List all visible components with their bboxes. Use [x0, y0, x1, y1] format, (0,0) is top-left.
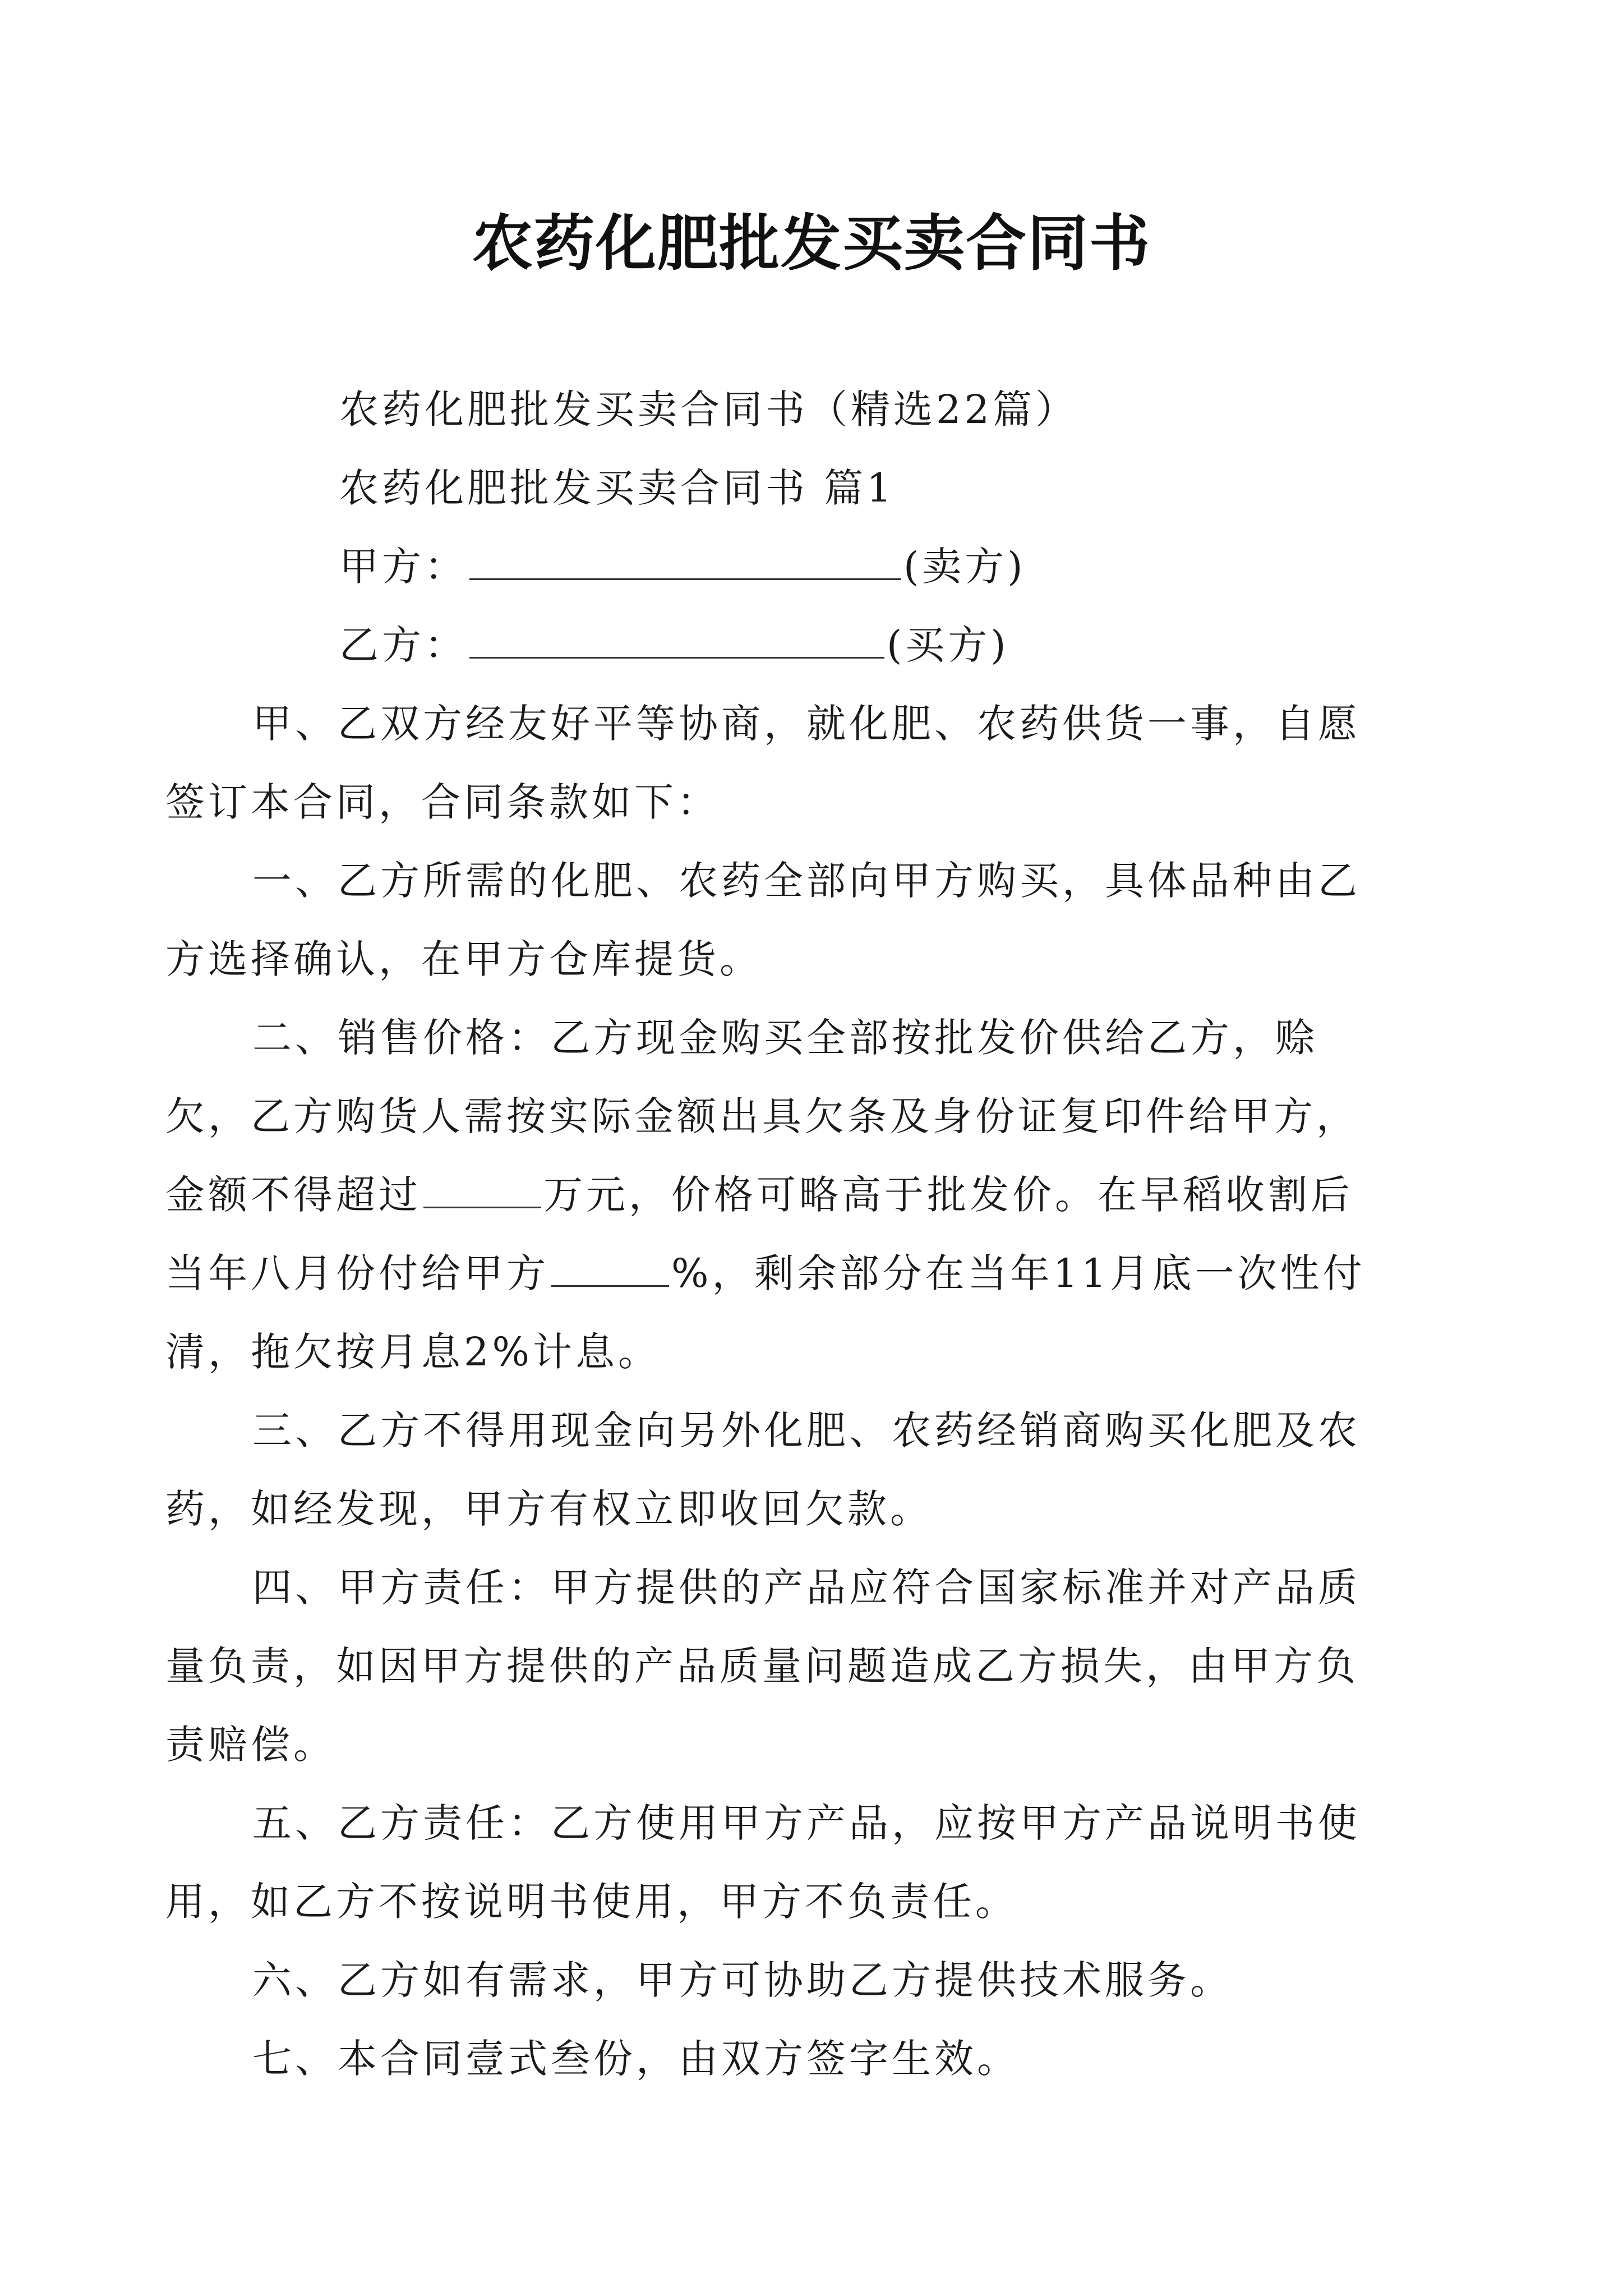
amount-blank-field[interactable]: [423, 1175, 541, 1208]
document-title: 农药化肥批发买卖合同书: [472, 209, 1151, 279]
party-b-blank-field[interactable]: [469, 625, 884, 659]
party-b-role: (买方): [887, 622, 1009, 668]
section-heading: 农药化肥批发买卖合同书 篇1: [339, 465, 895, 511]
clause-4: 四、甲方责任：甲方提供的产品应符合国家标准并对产品质量负责，如因甲方提供的产品质量问题造成乙方损失，由甲方负责赔偿。: [165, 1565, 1361, 1768]
clause-3: 三、乙方不得用现金向另外化肥、农药经销商购买化肥及农药，如经发现，甲方有权立即收回欠款。: [165, 1407, 1361, 1532]
percent-blank-field[interactable]: [551, 1254, 669, 1287]
party-a-role: (卖方): [903, 544, 1026, 590]
document-body: [165, 370, 1391, 2098]
party-b-line: [252, 606, 1391, 684]
clause-2-text-a: 二、销售价格：乙方现金购买全部按批发价供给乙方，赊欠，乙方购货人需按实际金额出具欠条及身份证复印件给甲方，金额不得超过: [165, 1015, 1359, 1218]
party-a-blank-field[interactable]: [469, 547, 901, 580]
clause-2: [165, 999, 1391, 1391]
party-a-line: [252, 527, 1391, 606]
clause-2-text-c: %，剩余部分在当年11月底一次性付清，拖欠按月息2%计息。: [165, 1250, 1366, 1375]
party-a-label: 甲方：: [339, 544, 467, 590]
subtitle-paragraph: 农药化肥批发买卖合同书（精选22篇）: [339, 386, 1078, 432]
clause-2-text-b: 万元，价格可略高于批发价。在早稻收割后当年八月份付给甲方: [165, 1172, 1353, 1296]
clause-6: 六、乙方如有需求，甲方可协助乙方提供技术服务。: [252, 1957, 1233, 2003]
intro-paragraph: 甲、乙双方经友好平等协商，就化肥、农药供货一事，自愿签订本合同，合同条款如下：: [165, 701, 1361, 825]
clause-5: 五、乙方责任：乙方使用甲方产品，应按甲方产品说明书使用，如乙方不按说明书使用，甲方不负责任。: [165, 1800, 1361, 1925]
clause-1: 一、乙方所需的化肥、农药全部向甲方购买，具体品种由乙方选择确认，在甲方仓库提货。: [165, 858, 1361, 982]
party-b-label: 乙方：: [339, 622, 467, 668]
clause-7: 七、本合同壹式叁份，由双方签字生效。: [252, 2036, 1020, 2082]
